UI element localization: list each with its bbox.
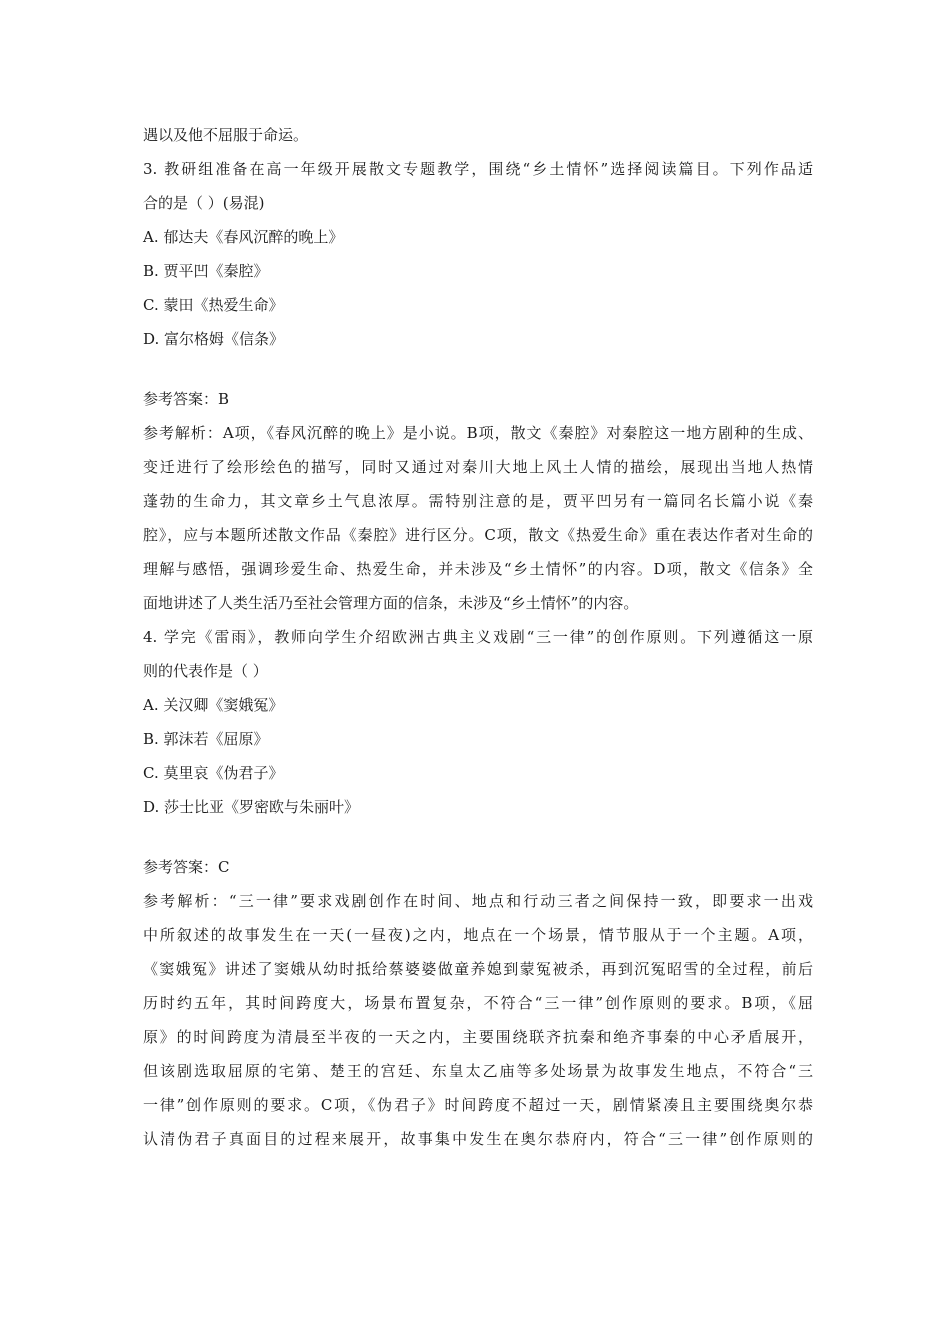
question-3-option-a: A. 郁达夫《春风沉醉的晚上》 — [143, 228, 344, 246]
question-4-option-c: C. 莫里哀《伪君子》 — [143, 764, 284, 782]
question-3-stem-line-1: 3. 教研组准备在高一年级开展散文专题教学，围绕“乡土情怀”选择阅读篇目。下列作品适 — [143, 160, 813, 178]
intro-tail-text: 遇以及他不屈服于命运。 — [143, 126, 309, 144]
question-4-option-a: A. 关汉卿《窦娥冤》 — [143, 696, 284, 714]
question-3-analysis-line: 理解与感悟，强调珍爱生命、热爱生命，并未涉及“乡土情怀”的内容。D项，散文《信条》全 — [143, 560, 813, 578]
question-3-option-c: C. 蒙田《热爱生命》 — [143, 296, 284, 314]
question-3-analysis-line: 腔》，应与本题所述散文作品《秦腔》进行区分。C项，散文《热爱生命》重在表达作者对生命的 — [143, 526, 813, 544]
question-3-analysis-line: 变迁进行了绘形绘色的描写，同时又通过对秦川大地上风土人情的描绘，展现出当地人热情 — [143, 458, 813, 476]
question-4-option-b: B. 郭沫若《屈原》 — [143, 730, 269, 748]
question-3-stem-line-2: 合的是（ ）(易混) — [143, 194, 265, 212]
question-4-analysis-line: 历时约五年，其时间跨度大，场景布置复杂，不符合“三一律”创作原则的要求。B项，《屈 — [143, 994, 813, 1012]
question-4-analysis-line: 原》的时间跨度为清晨至半夜的一天之内，主要围绕联齐抗秦和绝齐事秦的中心矛盾展开， — [143, 1028, 813, 1046]
question-4-option-d: D. 莎士比亚《罗密欧与朱丽叶》 — [143, 798, 360, 816]
question-4-analysis-line: 《窦娥冤》讲述了窦娥从幼时抵给蔡婆婆做童养媳到蒙冤被杀，再到沉冤昭雪的全过程，前后 — [143, 960, 813, 978]
question-4-analysis-line: 认清伪君子真面目的过程来展开，故事集中发生在奥尔恭府内，符合“三一律”创作原则的 — [143, 1130, 813, 1148]
question-3-answer: 参考答案：B — [143, 390, 230, 408]
question-3-analysis-line: 参考解析：A项，《春风沉醉的晚上》是小说。B项，散文《秦腔》对秦腔这一地方剧种的生成、 — [143, 424, 813, 442]
question-3-analysis-line: 面地讲述了人类生活乃至社会管理方面的信条，未涉及“乡土情怀”的内容。 — [143, 594, 639, 612]
spacer — [143, 356, 813, 382]
question-4-analysis-line: 一律”创作原则的要求。C项，《伪君子》时间跨度不超过一天，剧情紧凑且主要围绕奥尔恭 — [143, 1096, 813, 1114]
question-4-analysis-line: 中所叙述的故事发生在一天(一昼夜)之内，地点在一个场景，情节服从于一个主题。A项， — [143, 926, 813, 944]
question-4-stem-line-2: 则的代表作是（ ） — [143, 662, 268, 680]
document-page — [143, 118, 813, 1156]
question-3-option-b: B. 贾平凹《秦腔》 — [143, 262, 269, 280]
question-3-option-d: D. 富尔格姆《信条》 — [143, 330, 285, 348]
question-4-stem-line-1: 4. 学完《雷雨》，教师向学生介绍欧洲古典主义戏剧“三一律”的创作原则。下列遵循这一原 — [143, 628, 813, 646]
question-4-analysis-line: 参考解析：“三一律”要求戏剧创作在时间、地点和行动三者之间保持一致，即要求一出戏 — [143, 892, 813, 910]
question-3-analysis-line: 蓬勃的生命力，其文章乡土气息浓厚。需特别注意的是，贾平凹另有一篇同名长篇小说《秦 — [143, 492, 813, 510]
question-4-answer: 参考答案：C — [143, 858, 230, 876]
spacer — [143, 824, 813, 850]
question-4-analysis-line: 但该剧选取屈原的宅第、楚王的宫廷、东皇太乙庙等多处场景为故事发生地点，不符合“三 — [143, 1062, 813, 1080]
